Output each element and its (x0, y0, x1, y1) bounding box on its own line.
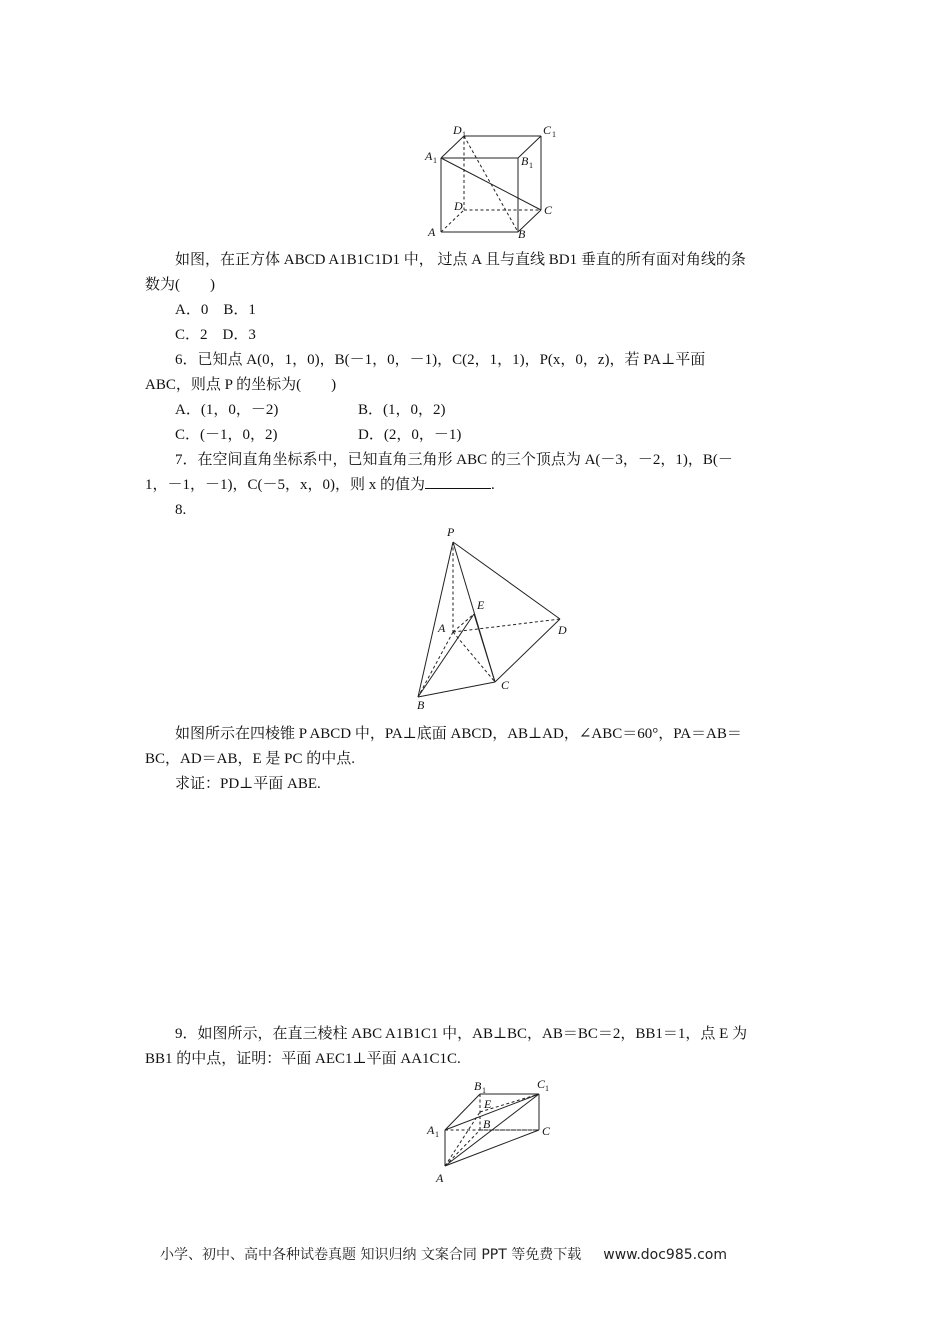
label-A1: A (427, 1123, 435, 1137)
q5-options-cd: C．2 D．3 (175, 327, 256, 343)
q6-option-b: B．(1，0，2) (358, 402, 446, 418)
label-B1: B (521, 154, 529, 168)
label-A1-sub: 1 (435, 1130, 439, 1139)
label-C1-sub: 1 (545, 1084, 549, 1093)
q6-line2: ABC，则点 P 的坐标为( ) (145, 377, 337, 393)
page-footer (160, 1244, 727, 1264)
label-C: C (544, 203, 553, 217)
q9-line1: 9．如图所示，在直三棱柱 ABC A1B1C1 中，AB⊥BC，AB＝BC＝2，BB1＝1，点 E 为 (175, 1026, 748, 1042)
label-A1: A (425, 149, 433, 163)
answer-blank (425, 474, 491, 489)
q7-line2-end: . (491, 477, 495, 493)
label-D1-sub: 1 (462, 130, 466, 139)
q8-line2: BC，AD＝AB，E 是 PC 的中点. (145, 751, 356, 767)
label-A: A (436, 1171, 444, 1185)
q8-number: 8. (175, 502, 187, 518)
footer-text: 小学、初中、高中各种试卷真题 知识归纳 文案合同 PPT 等免费下载 (160, 1247, 582, 1263)
label-B1-sub: 1 (482, 1086, 486, 1095)
q8-line1: 如图所示在四棱锥 P ABCD 中，PA⊥底面 ABCD，AB⊥AD，∠ABC＝60°，PA＝AB＝ (175, 726, 742, 742)
label-E: E (477, 598, 485, 612)
pyramid-figure (410, 522, 580, 712)
label-B: B (483, 1117, 491, 1131)
q6-option-a: A．(1，0，－2) (175, 402, 279, 418)
label-C: C (542, 1124, 551, 1138)
label-A1-sub: 1 (433, 156, 437, 165)
q6-option-d: D．(2，0，－1) (358, 427, 462, 443)
q6-option-c: C．(－1，0，2) (175, 427, 278, 443)
label-B1-sub: 1 (529, 161, 533, 170)
label-D1: D (453, 123, 462, 137)
q9-line2: BB1 的中点，证明：平面 AEC1⊥平面 AA1C1C. (145, 1051, 461, 1067)
label-E: E (484, 1097, 492, 1111)
label-C1: C (537, 1077, 546, 1091)
q7-line2-text: 1，－1，－1)，C(－5，x，0)，则 x 的值为 (145, 477, 425, 493)
label-C: C (501, 678, 510, 692)
label-B1: B (474, 1079, 482, 1093)
label-C1-sub: 1 (552, 130, 556, 139)
q5-line2: 数为( ) (145, 277, 215, 293)
label-P: P (447, 525, 455, 539)
label-D: D (454, 199, 463, 213)
label-D: D (558, 623, 567, 637)
prism-figure (425, 1074, 565, 1189)
label-A: A (438, 621, 446, 635)
q5-line1: 如图，在正方体 ABCD A1B1C1D1 中， 过点 A 且与直线 BD1 垂直的所有面对角线的条 (175, 252, 746, 268)
q7-line2 (145, 473, 805, 498)
q7-line1: 7．在空间直角坐标系中，已知直角三角形 ABC 的三个顶点为 A(－3，－2，1)，B(－ (175, 452, 733, 468)
label-C1: C (543, 123, 552, 137)
q6-line1: 6．已知点 A(0，1，0)，B(－1，0，－1)，C(2，1，1)，P(x，0，z)，若 PA⊥平面 (175, 352, 706, 368)
cube-figure (420, 118, 570, 240)
q8-line3: 求证：PD⊥平面 ABE. (175, 776, 321, 792)
q5-options-ab: A．0 B．1 (175, 302, 256, 318)
footer-site: www.doc985.com (603, 1247, 727, 1263)
label-B: B (518, 227, 526, 240)
label-A: A (428, 225, 436, 239)
label-B: B (417, 698, 425, 712)
